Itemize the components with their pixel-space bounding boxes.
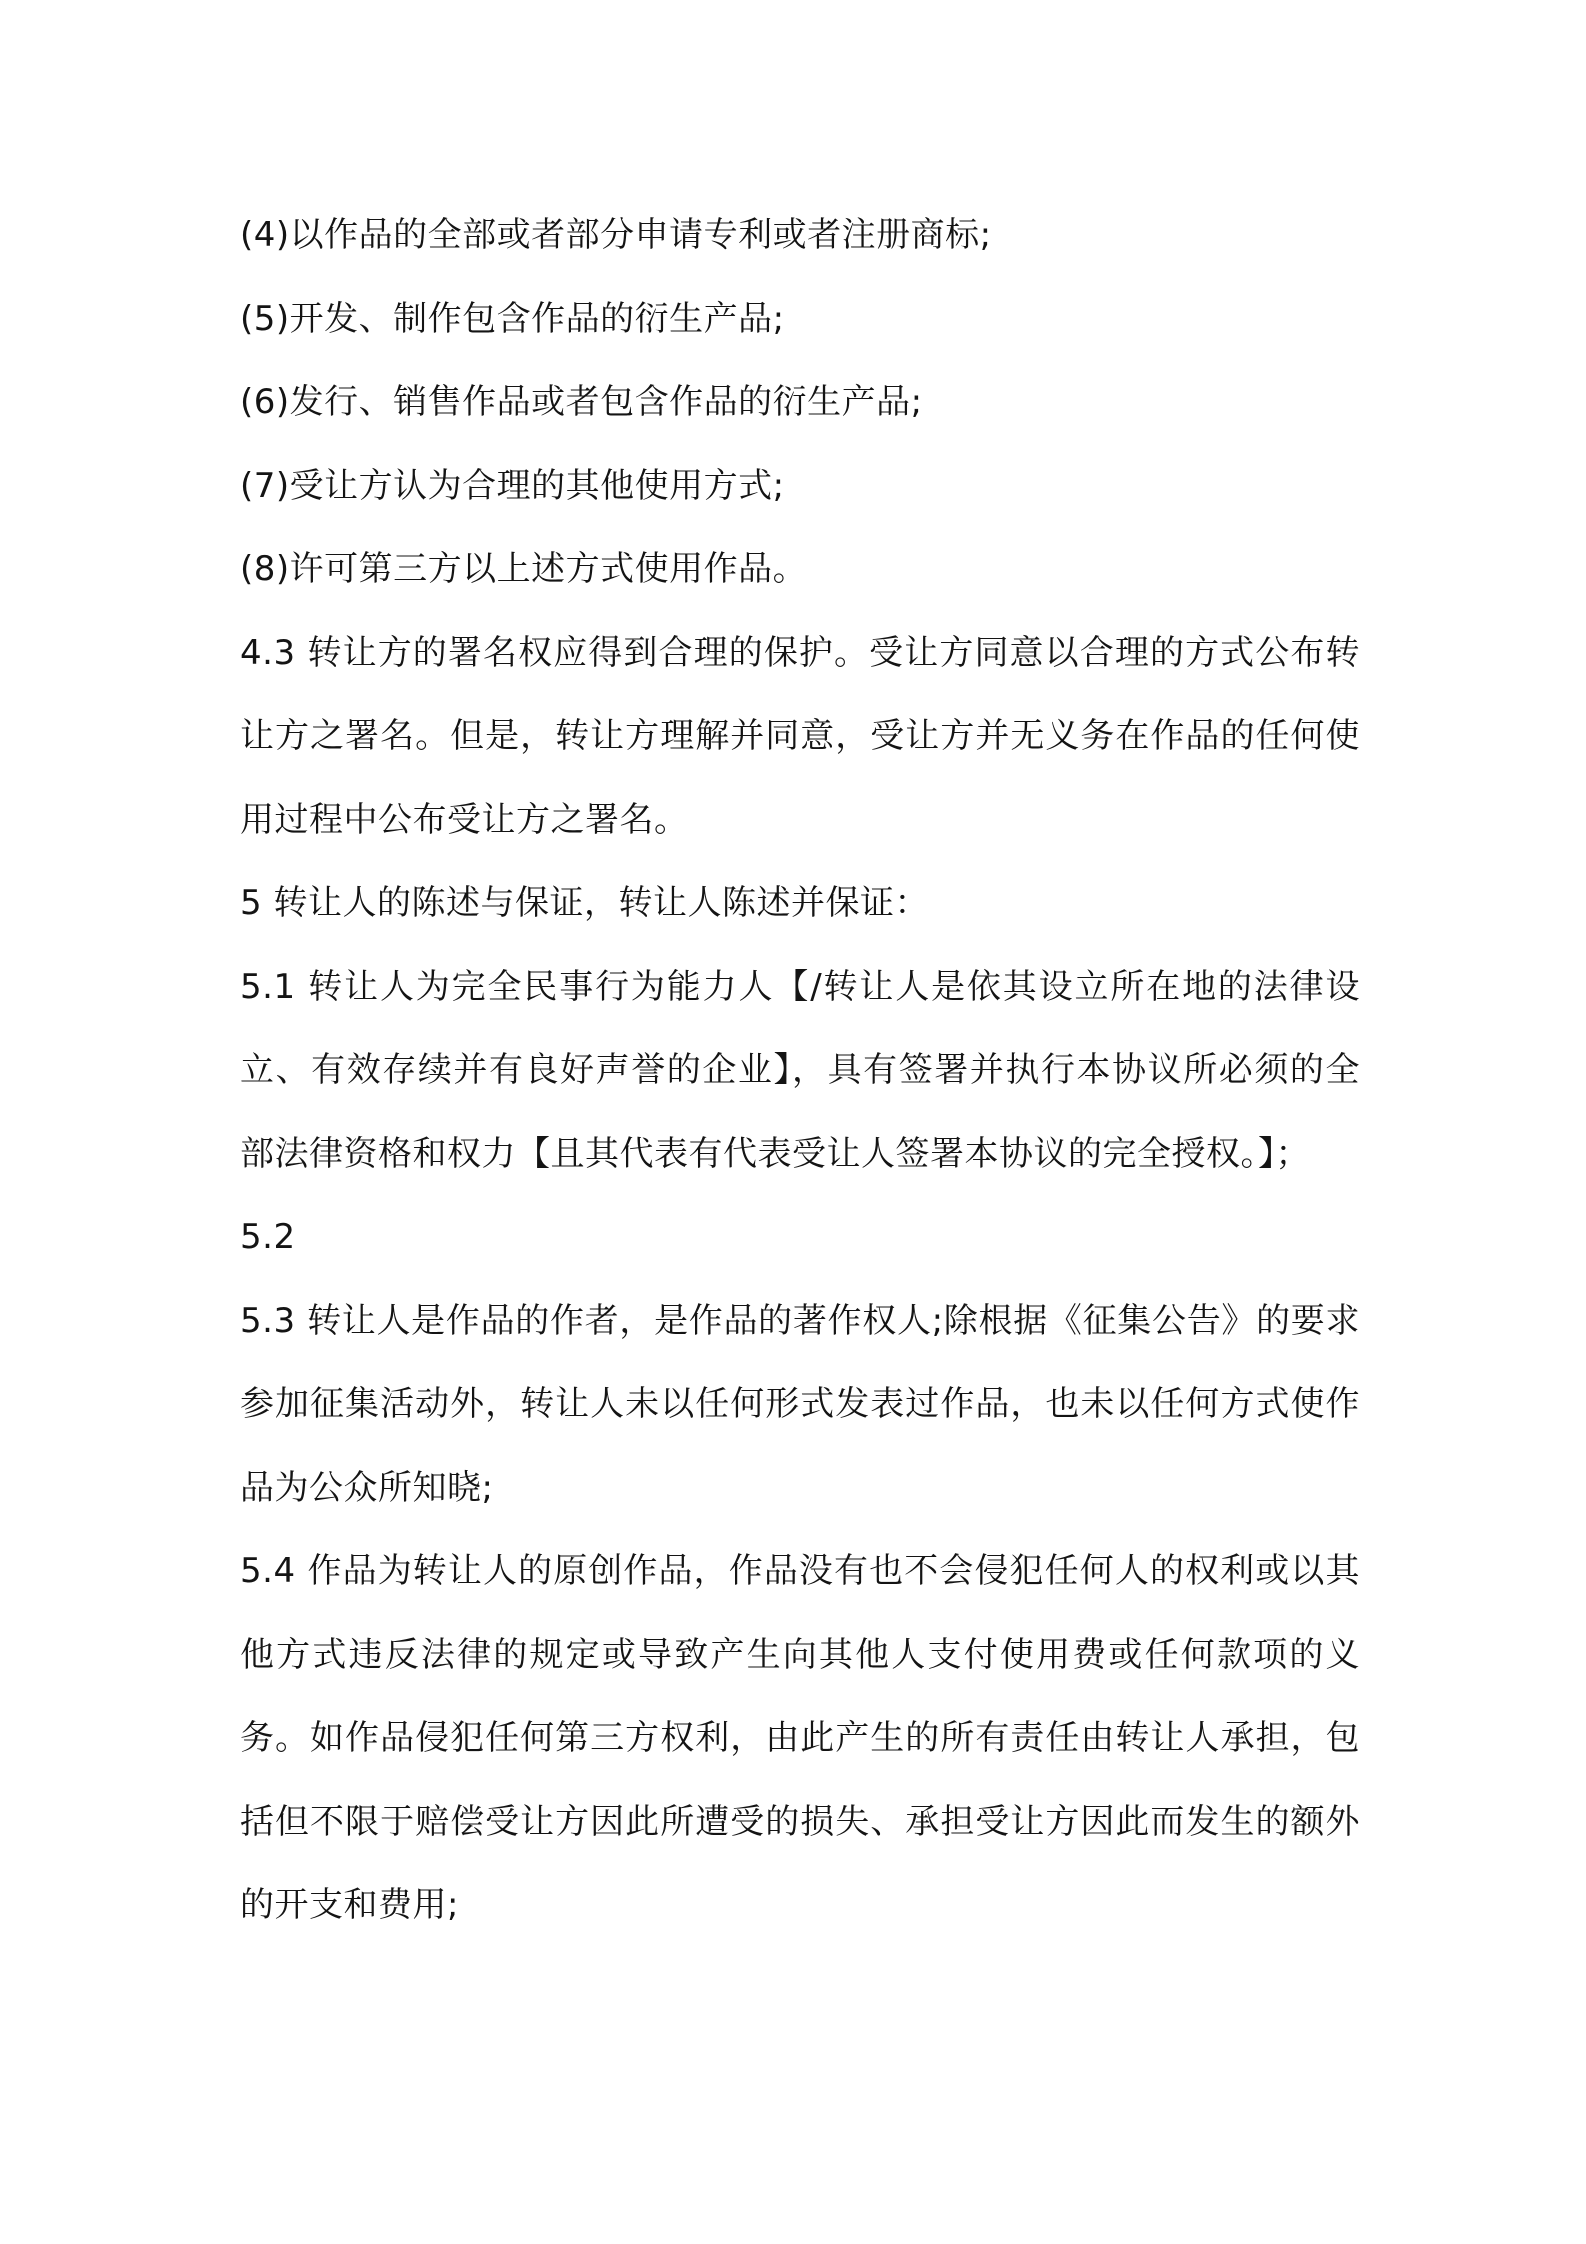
clause-5-3: 5.3 转让人是作品的作者，是作品的著作权人;除根据《征集公告》的要求参加征集活动外，转让人未以任何形式发表过作品，也未以任何方式使作品为公众所知晓;: [240, 1300, 1360, 1508]
list-item-7: (7)受让方认为合理的其他使用方式;: [240, 465, 785, 506]
clause-5-heading: 5 转让人的陈述与保证，转让人陈述并保证：: [240, 883, 929, 923]
clause-4-3: 4.3 转让方的署名权应得到合理的保护。受让方同意以合理的方式公布转让方之署名。但是，转让方理解并同意，受让方并无义务在作品的任何使用过程中公布受让方之署名。: [240, 632, 1360, 840]
list-item-5: (5)开发、制作包含作品的衍生产品;: [240, 298, 785, 339]
document-body: [240, 194, 1360, 1948]
list-item-4: (4)以作品的全部或者部分申请专利或者注册商标;: [240, 215, 992, 255]
clause-5-4: 5.4 作品为转让人的原创作品，作品没有也不会侵犯任何人的权利或以其他方式违反法律的规定或导致产生向其他人支付使用费或任何款项的义务。如作品侵犯任何第三方权利，由此产生的所有责任由转让人承担，包括但不限于赔偿受让方因此所遭受的损失、承担受让方因此而发生的额外的开支和费用;: [240, 1551, 1360, 1925]
clause-5-1: 5.1 转让人为完全民事行为能力人【/转让人是依其设立所在地的法律设立、有效存续并有良好声誉的企业】，具有签署并执行本协议所必须的全部法律资格和权力【且其代表有代表受让人签署本协议的完全授权。】；: [240, 966, 1360, 1174]
list-item-6: (6)发行、销售作品或者包含作品的衍生产品;: [240, 382, 923, 422]
list-item-8: (8)许可第三方以上述方式使用作品。: [240, 549, 808, 589]
clause-5-2: 5.2: [240, 1217, 296, 1257]
